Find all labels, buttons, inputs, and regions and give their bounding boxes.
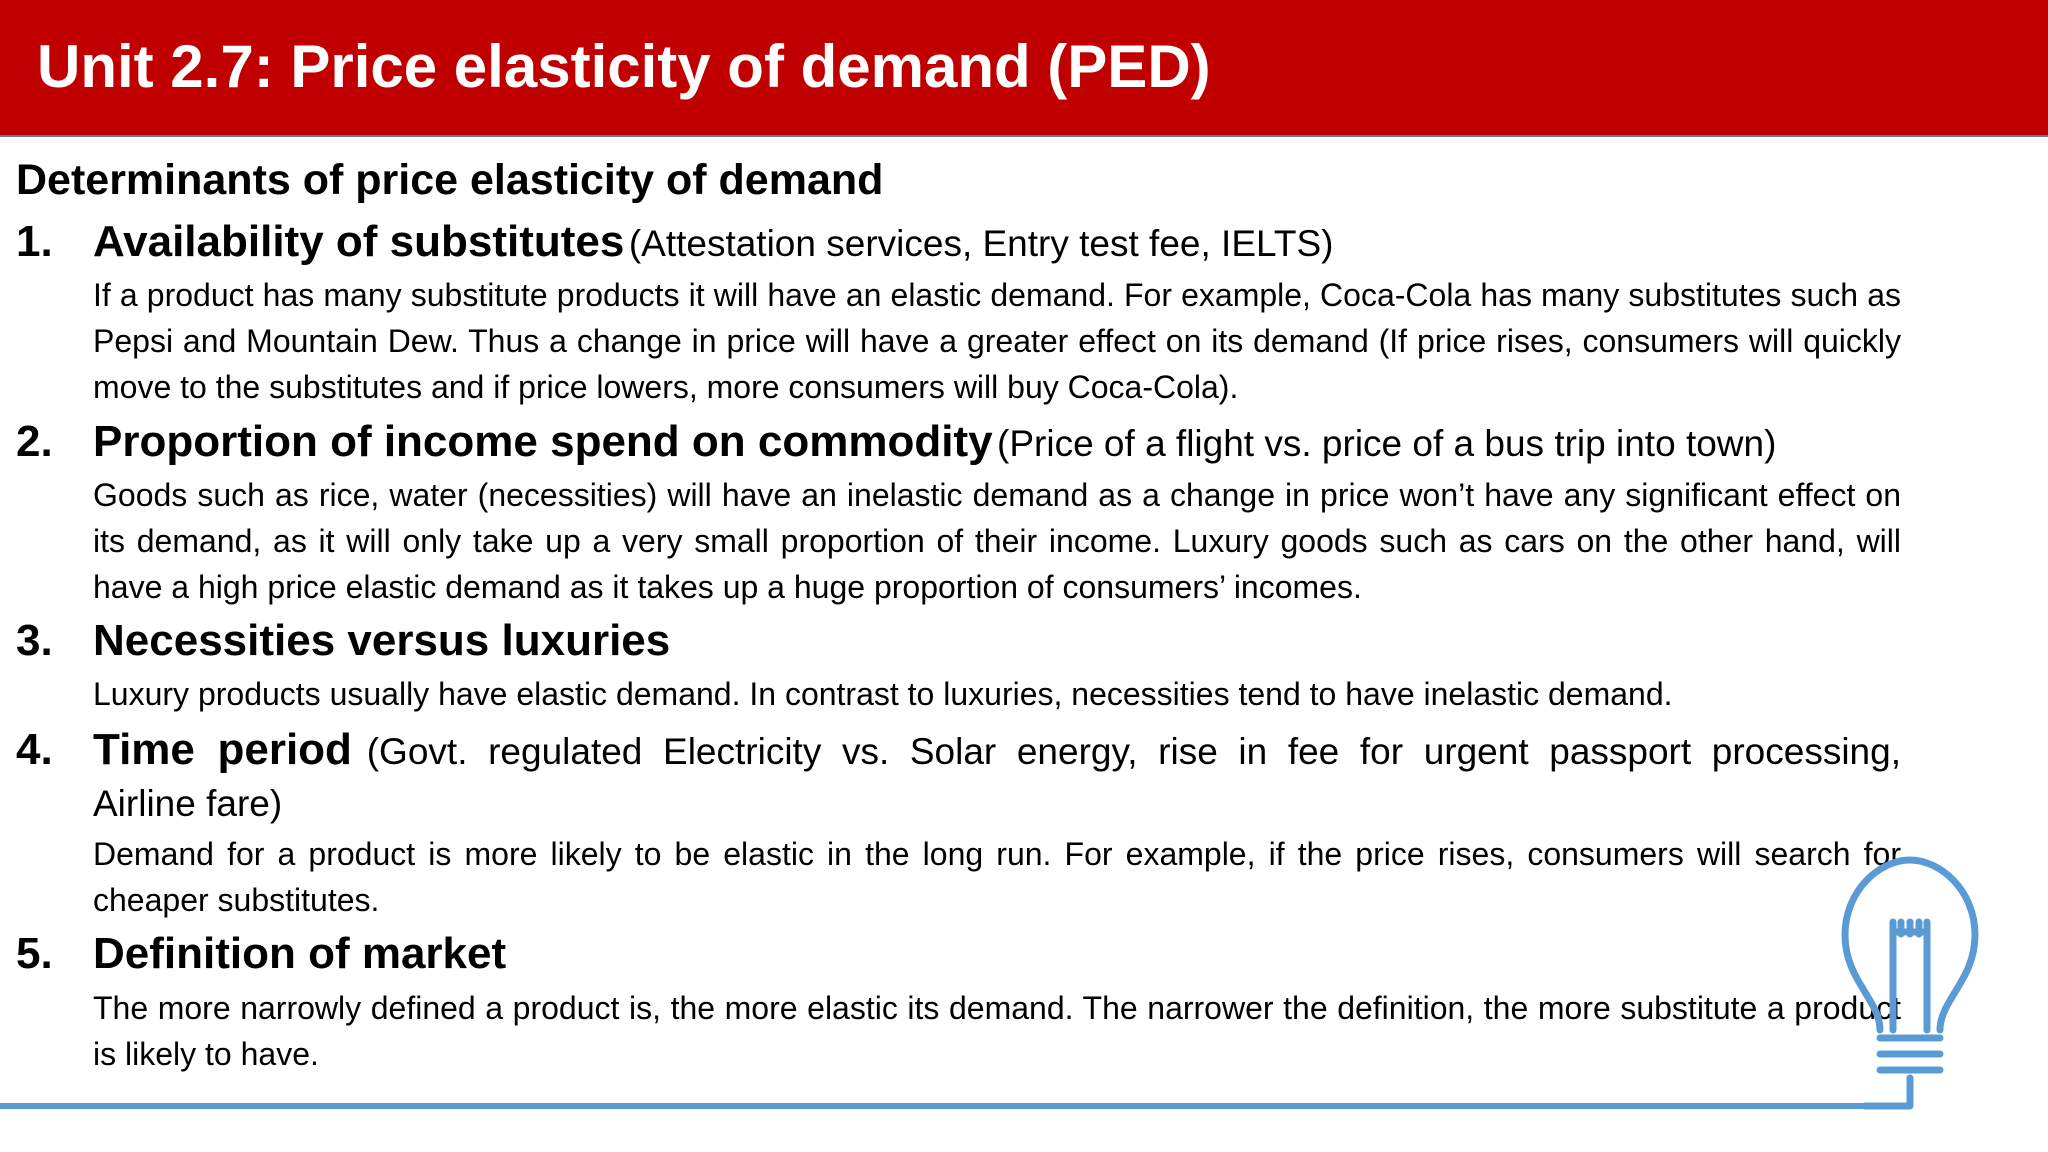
bottom-divider bbox=[0, 1103, 1910, 1109]
lightbulb-icon bbox=[1835, 840, 1985, 1120]
section-heading: Determinants of price elasticity of demand bbox=[16, 156, 884, 204]
item-2-description: Goods such as rice, water (necessities) will have an inelastic demand as a change in price won’t have any significant effect on its demand, as it will only take up a very small proportion of their income. Luxury goods such as cars on the other hand, will have a high price elastic demand as it takes up a huge proportion of consumers’ incomes. bbox=[93, 477, 1901, 605]
item-heading-line-cont bbox=[93, 778, 1901, 838]
item-number: 3. bbox=[16, 616, 53, 665]
item-examples: (Price of a flight vs. price of a bus trip into town) bbox=[997, 423, 1777, 464]
item-title: Necessities versus luxuries bbox=[93, 616, 671, 665]
item-examples: (Attestation services, Entry test fee, IELTS) bbox=[628, 223, 1334, 264]
item-examples: (Govt. regulated Electricity vs. Solar energy, rise in fee for urgent passport processing, bbox=[366, 731, 1901, 772]
item-3-description: Luxury products usually have elastic demand. In contrast to luxuries, necessities tend to have inelastic demand. bbox=[93, 676, 1673, 712]
title-bar bbox=[0, 0, 2048, 137]
item-number: 4. bbox=[16, 725, 53, 774]
item-heading-line bbox=[93, 615, 1901, 677]
item-title: Definition of market bbox=[93, 929, 507, 978]
item-number: 1. bbox=[16, 217, 53, 266]
item-examples-cont: Airline fare) bbox=[93, 783, 283, 824]
item-5-description: The more narrowly defined a product is, the more elastic its demand. The narrower the definition, the more substitute a product is likely to have. bbox=[93, 990, 1901, 1072]
item-4-description: Demand for a product is more likely to be elastic in the long run. For example, if the price rises, consumers will search for cheaper substitutes. bbox=[93, 836, 1901, 918]
item-1-description: If a product has many substitute products it will have an elastic demand. For example, Coca-Cola has many substitutes such as Pepsi and Mountain Dew. Thus a change in price will have a greater effect on its demand (If price rises, consumers will quickly move to the substitutes and if price lowers, more consumers will buy Coca-Cola). bbox=[93, 277, 1901, 405]
item-heading-line bbox=[93, 928, 1901, 990]
item-title: Proportion of income spend on commodity bbox=[93, 417, 993, 466]
slide-title: Unit 2.7: Price elasticity of demand (PED) bbox=[37, 33, 1211, 100]
item-title: Time period bbox=[93, 725, 352, 774]
item-heading-line bbox=[93, 416, 1901, 478]
item-number: 5. bbox=[16, 929, 53, 978]
item-heading-line bbox=[93, 724, 1901, 786]
item-number: 2. bbox=[16, 417, 53, 466]
item-heading-line bbox=[93, 216, 1901, 278]
item-title: Availability of substitutes bbox=[93, 217, 625, 266]
